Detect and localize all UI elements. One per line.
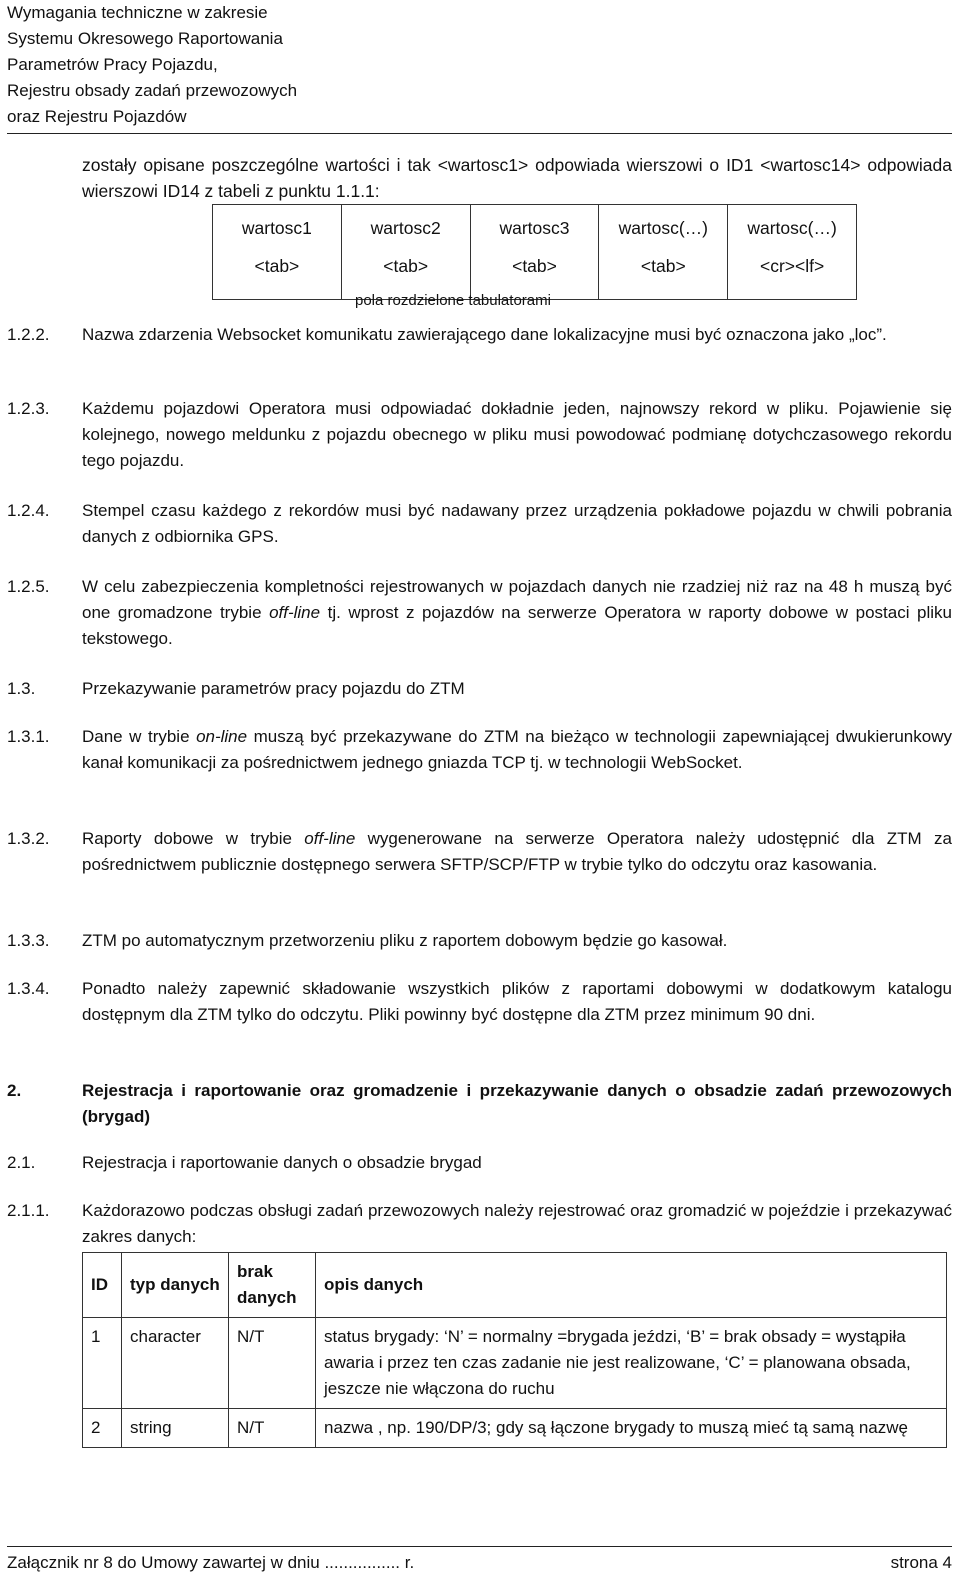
text-run: tj. wprost z pojazdów na serwerze Operatora w raporty dobowe w postaci pliku tekstowego.: [82, 603, 952, 648]
section-number: 1.3.2.: [7, 829, 50, 848]
table-cell: 1: [83, 1318, 122, 1409]
table-row: [83, 1409, 947, 1448]
column-header: typ danych: [122, 1253, 229, 1318]
document-header: [7, 0, 952, 134]
section-number: 1.3.: [7, 679, 36, 698]
section-number: 1.3.3.: [7, 931, 50, 950]
separator-label: <tab>: [383, 256, 429, 276]
italic-term: on-line: [196, 727, 248, 746]
section-text: Każdemu pojazdowi Operatora musi odpowiadać dokładnie jeden, najnowszy rekord w pliku. Pojawienie się kolejnego, nowego meldunku z pojazdu obecnego w pliku musi powodować podmianę dotychczasowego rekordu tego pojazdu.: [82, 399, 952, 470]
page-number: strona 4: [890, 1553, 952, 1572]
intro-paragraph: zostały opisane poszczególne wartości i tak <wartosc1> odpowiada wierszowi o ID1 <wartosc14> odpowiada wierszowi ID14 z tabeli z punktu 1.1.1:: [82, 155, 952, 201]
text-run: Dane w trybie: [82, 727, 197, 746]
value-cell: [213, 205, 342, 299]
separator-label: <cr><lf>: [759, 256, 825, 276]
table-cell: N/T: [229, 1318, 316, 1409]
section-heading: Przekazywanie parametrów pracy pojazdu do ZTM: [82, 679, 465, 698]
section-number: 2.1.1.: [7, 1201, 50, 1220]
table-cell: nazwa , np. 190/DP/3; gdy są łączone brygady to muszą mieć tą samą nazwę: [316, 1409, 947, 1448]
column-header: opis danych: [316, 1253, 947, 1318]
section-number: 1.3.1.: [7, 727, 50, 746]
table-header-row: [83, 1253, 947, 1318]
text-run: Raporty dobowe w trybie: [82, 829, 305, 848]
value-cell: [471, 205, 600, 299]
section-text: [82, 724, 952, 776]
text-run: muszą być przekazywane do ZTM na bieżąco w technologii zapewniającej dwukierunkowy kanał komunikacji za pośrednictwem jednego gniazda TCP tj. w technologii WebSocket.: [82, 727, 952, 772]
footer-left: Załącznik nr 8 do Umowy zawartej w dniu ................ r.: [7, 1553, 415, 1572]
section-text: Ponadto należy zapewnić składowanie wszystkich plików z raportami dobowymi w dodatkowym katalogu dostępnym dla ZTM tylko do odczytu. Pliki powinny być dostępne dla ZTM przez minimum 90 dni.: [82, 979, 952, 1024]
table-cell: 2: [83, 1409, 122, 1448]
section-number: 1.2.4.: [7, 501, 50, 520]
value-cell: [728, 205, 856, 299]
value-label: wartosc(…): [747, 218, 837, 238]
separator-label: <tab>: [640, 256, 686, 276]
table-cell: N/T: [229, 1409, 316, 1448]
value-label: wartosc(…): [618, 218, 709, 238]
column-header: brak danych: [229, 1253, 316, 1318]
separator-label: <tab>: [254, 256, 300, 276]
header-line: Wymagania techniczne w zakresie: [7, 3, 268, 22]
value-label: wartosc3: [499, 218, 570, 238]
table-cell: status brygady: ‘N’ = normalny =brygada jeździ, ‘B’ = brak obsady = wystąpiła awaria i przez ten czas zadanie nie jest realizowane, ‘C’ = planowana obsada, jeszcze nie włączona do ruchu: [316, 1318, 947, 1409]
document-footer: [7, 1546, 952, 1573]
value-label: wartosc2: [370, 218, 441, 238]
value-cell: [342, 205, 471, 299]
section-heading: Rejestracja i raportowanie danych o obsadzie brygad: [82, 1153, 482, 1172]
data-fields-table: [82, 1252, 947, 1448]
section-text: [82, 574, 952, 652]
text-run: wygenerowane na serwerze Operatora należy udostępnić dla ZTM za pośrednictwem publicznie dostępnego serwera SFTP/SCP/FTP w trybie tylko do odczytu oraz kasowania.: [82, 829, 952, 874]
separator-label: <tab>: [512, 256, 557, 276]
italic-term: off-line: [304, 829, 356, 848]
section-text: Każdorazowo podczas obsługi zadań przewozowych należy rejestrować oraz gromadzić w pojeździe i przekazywać zakres danych:: [82, 1201, 952, 1246]
section-number: 1.2.3.: [7, 399, 50, 418]
table-caption: pola rozdzielone tabulatorami: [355, 292, 551, 309]
column-header: ID: [83, 1253, 122, 1318]
table-cell: string: [122, 1409, 229, 1448]
section-text: Stempel czasu każdego z rekordów musi być nadawany przez urządzenia pokładowe pojazdu w chwili pobrania danych z odbiornika GPS.: [82, 501, 952, 546]
value-label: wartosc1: [241, 218, 312, 238]
section-number: 1.2.2.: [7, 325, 50, 344]
section-text: ZTM po automatycznym przetworzeniu pliku z raportem dobowym będzie go kasował.: [82, 931, 728, 950]
header-line: Rejestru obsady zadań przewozowych: [7, 81, 298, 100]
value-format-table: [212, 204, 857, 300]
section-number: 2.1.: [7, 1153, 36, 1172]
value-cell: [599, 205, 728, 299]
section-text: [82, 826, 952, 878]
chapter-heading: Rejestracja i raportowanie oraz gromadzenie i przekazywanie danych o obsadzie zadań przewozowych (brygad): [82, 1081, 952, 1126]
header-line: oraz Rejestru Pojazdów: [7, 107, 187, 126]
table-row: [83, 1318, 947, 1409]
text-run: W celu zabezpieczenia kompletności rejestrowanych w pojazdach danych nie rzadziej niż raz na 48 h muszą być one gromadzone trybie: [82, 577, 952, 622]
header-line: Systemu Okresowego Raportowania: [7, 29, 283, 48]
section-number: 1.2.5.: [7, 577, 50, 596]
section-number: 2.: [7, 1081, 22, 1100]
header-line: Parametrów Pracy Pojazdu,: [7, 55, 218, 74]
section-number: 1.3.4.: [7, 979, 50, 998]
table-cell: character: [122, 1318, 229, 1409]
section-text: Nazwa zdarzenia Websocket komunikatu zawierającego dane lokalizacyjne musi być oznaczona jako „loc”.: [82, 325, 887, 344]
italic-term: off-line: [269, 603, 321, 622]
